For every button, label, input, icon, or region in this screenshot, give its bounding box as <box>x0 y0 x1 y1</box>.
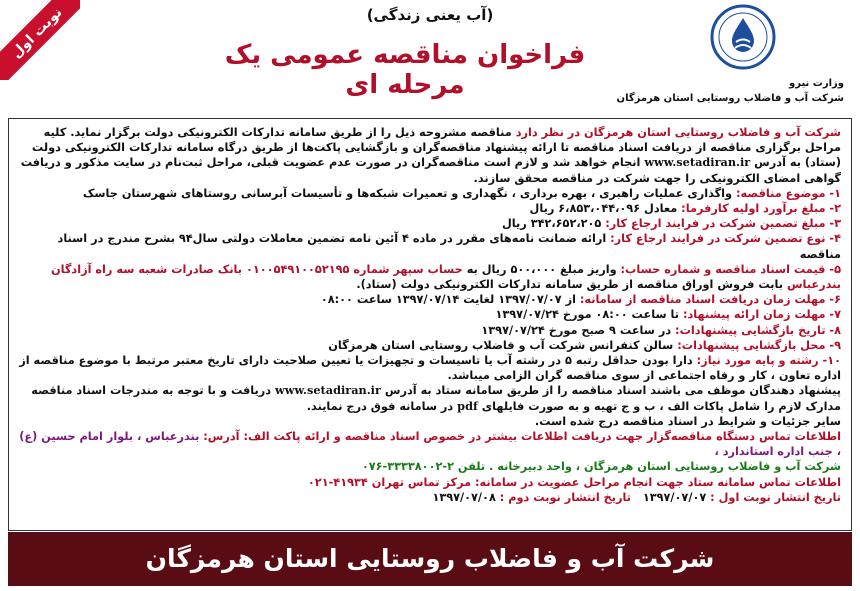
intro-text: مناقصه مشروحه ذیل را از طریق سامانه تدارکات الکترونیکی دولت برگزار نماید. کلیه مراحل برگزاری مناقصه از دریافت اسناد مناقصه تا ارائه پیشنهاد مناقصه‌گران و بازگشایی پاکت‌ها از طریق درگاه سامانه تدارکات الکترونیکی دولت (ستاد) به آدرس <box>31 126 841 170</box>
slogan: (آب یعنی زندگی) <box>366 6 494 24</box>
ministry-name: وزارت نیرو <box>789 78 844 89</box>
pdf-label: pdf <box>457 398 478 413</box>
footer-banner: شرکت آب و فاضلاب روستایی استان هرمزگان <box>8 532 852 586</box>
list-item <box>19 353 841 383</box>
bank-account: حساب سپهر شماره ۰۱۰۰۵۴۹۱۰۰۵۲۱۹۵ بانک صادرات شعبه سه راه آزادگان بندرعباس <box>50 262 841 292</box>
badge-label: نوبت اول <box>0 0 80 80</box>
item-value: بابت فروش اوراق مناقصه از طریق سامانه تدارکات الکترونیکی دولت (ستاد). <box>356 278 787 292</box>
intro-text-2: انجام خواهد شد و لازم است مناقصه‌گران در صورت عدم عضویت قبلی، مراحل ثبت‌نام در سایت مذکور و دریافت گواهی امضای الکترونیکی را جهت شرکت در مناقصه محقق سازند. <box>20 156 841 185</box>
bidders-paragraph <box>19 383 841 413</box>
contact-info <box>19 429 841 459</box>
item-label: ۵- قیمت اسناد مناقصه و شماره حساب: <box>616 262 841 276</box>
item-label: ۳- مبلغ تضمین شرکت در فرایند ارجاع کار: <box>601 217 841 231</box>
item-label: ۶- مهلت زمان دریافت اسناد مناقصه از سامانه: <box>575 293 841 307</box>
second-publish-date: ۱۳۹۷/۰۷/۰۸ <box>432 490 496 504</box>
item-value: ۳۴۲،۶۵۲،۲۰۵ ریال <box>501 217 602 231</box>
list-item <box>19 231 841 261</box>
item-value: تا ساعت ۰۸:۰۰ مورخ ۱۳۹۷/۰۷/۲۴ <box>495 308 680 322</box>
contact-line-2: شرکت آب و فاضلاب روستایی استان هرمزگان ، واحد دبیرخانه . تلفن ۲-۳۳۳۳۸۰۰۲-۰۷۶ <box>361 460 841 474</box>
intro-paragraph <box>19 125 841 186</box>
tender-details <box>8 118 852 531</box>
water-company-logo-icon <box>710 4 776 70</box>
more-info: سایر جزئیات و شرایط در اسناد مناقصه درج شده است. <box>534 414 841 428</box>
item-label: ۷- مهلت زمان ارائه پیشنهاد: <box>679 308 841 322</box>
second-publish-label: تاریخ انتشار نوبت دوم : <box>495 490 632 504</box>
item-value: در ساعت ۹ صبح مورخ ۱۳۹۷/۰۷/۲۴ <box>481 323 672 337</box>
item-value: از ۱۳۹۷/۰۷/۰۷ لغایت ۱۳۹۷/۰۷/۱۴ ساعت ۰۸:۰۰ <box>320 293 576 307</box>
item-label: ۲- مبلغ برآورد اولیه کارفرما: <box>677 202 841 216</box>
bidders-text: پیشنهاد دهندگان موظف می باشند اسناد مناقصه را از طریق سامانه ستاد به آدرس <box>380 384 841 398</box>
item-label: ۸- تاریخ بازگشایی پیشنهادات: <box>671 323 841 337</box>
item-label: ۹- محل بازگشایی پیشنهادات: <box>673 338 841 352</box>
bidders-text-3: در سامانه فوق درج نمایند. <box>306 399 458 413</box>
intro-lead: شرکت آب و فاضلاب روستایی استان هرمزگان در نظر دارد <box>515 126 841 139</box>
setad-link[interactable]: www.setadiran.ir <box>644 155 751 170</box>
address-value: بندرعباس ، بلوار امام حسین (ع) ، جنب اداره استاندارد ، <box>19 430 841 459</box>
list-item <box>19 186 841 201</box>
item-value: معادل ۶،۸۵۳،۰۴۴،۰۹۶ ریال <box>529 202 678 216</box>
item-label: ۱- موضوع مناقصه: <box>732 186 841 200</box>
list-item <box>19 292 841 307</box>
address-label: آدرس: <box>199 430 240 444</box>
setad-contact: اطلاعات تماس سامانه ستاد جهت انجام مراحل عضویت در سامانه: مرکز تماس تهران ۴۱۹۳۴-۰۲۱ <box>307 475 841 489</box>
first-publish-label: تاریخ انتشار نوبت اول : <box>706 490 841 504</box>
setad-link-2[interactable]: www.setadiran.ir <box>275 383 381 398</box>
contact-label: اطلاعات تماس دستگاه مناقصه‌گزار جهت دریافت اطلاعات بیشتر در خصوص اسناد مناقصه و ارائه پاکت الف: <box>239 430 841 444</box>
item-value: ارائه ضمانت نامه‌های مقرر در ماده ۴ آئین نامه تضمین معاملات دولتی سال۹۴ بشرح مندرج در اسناد مناقصه <box>57 232 841 261</box>
first-round-badge <box>0 0 80 80</box>
list-item <box>19 262 841 292</box>
item-value: واریز مبلغ ۵۰۰،۰۰۰ ریال به <box>462 262 617 276</box>
bidders-text-2: دریافت و با توجه به مندرجات اسناد مناقصه مدارک لازم را شامل پاکات الف ، ب و ج تهیه و به صورت فایلهای <box>31 384 841 413</box>
item-value: دارا بودن حداقل رتبه ۵ در رشته آب یا تاسیسات و تجهیزات یا تعیین صلاحیت دارای تاریخ معتبر مرتبط با موضوع مناقصه از اداره تعاون ، کار و رفاه اجتماعی از سوی مناقصه گران الزامی میباشد. <box>19 354 841 383</box>
list-item <box>19 201 841 216</box>
list-item <box>19 216 841 231</box>
item-label: ۱۰- رشته و پایه مورد نیاز: <box>692 354 841 368</box>
item-value: واگذاری عملیات راهبری ، بهره برداری ، نگهداری و تعمیرات شبکه‌ها و تأسیسات آبرسانی روستاهای شهرستان جاسک <box>82 186 733 200</box>
list-item <box>19 307 841 322</box>
item-label: ۴- نوع تضمین شرکت در فرایند ارجاع کار: <box>606 232 841 246</box>
company-name: شرکت آب و فاضلاب روستایی استان هرمزگان <box>616 93 844 104</box>
list-item <box>19 323 841 338</box>
publish-dates <box>19 490 841 505</box>
list-item <box>19 338 841 353</box>
page-title: فراخوان مناقصه عمومی یک مرحله ای <box>224 40 586 100</box>
item-value: سالن کنفرانس شرکت آب و فاضلاب روستایی استان هرمزگان <box>328 338 674 352</box>
first-publish-date: ۱۳۹۷/۰۷/۰۷ <box>642 490 707 504</box>
